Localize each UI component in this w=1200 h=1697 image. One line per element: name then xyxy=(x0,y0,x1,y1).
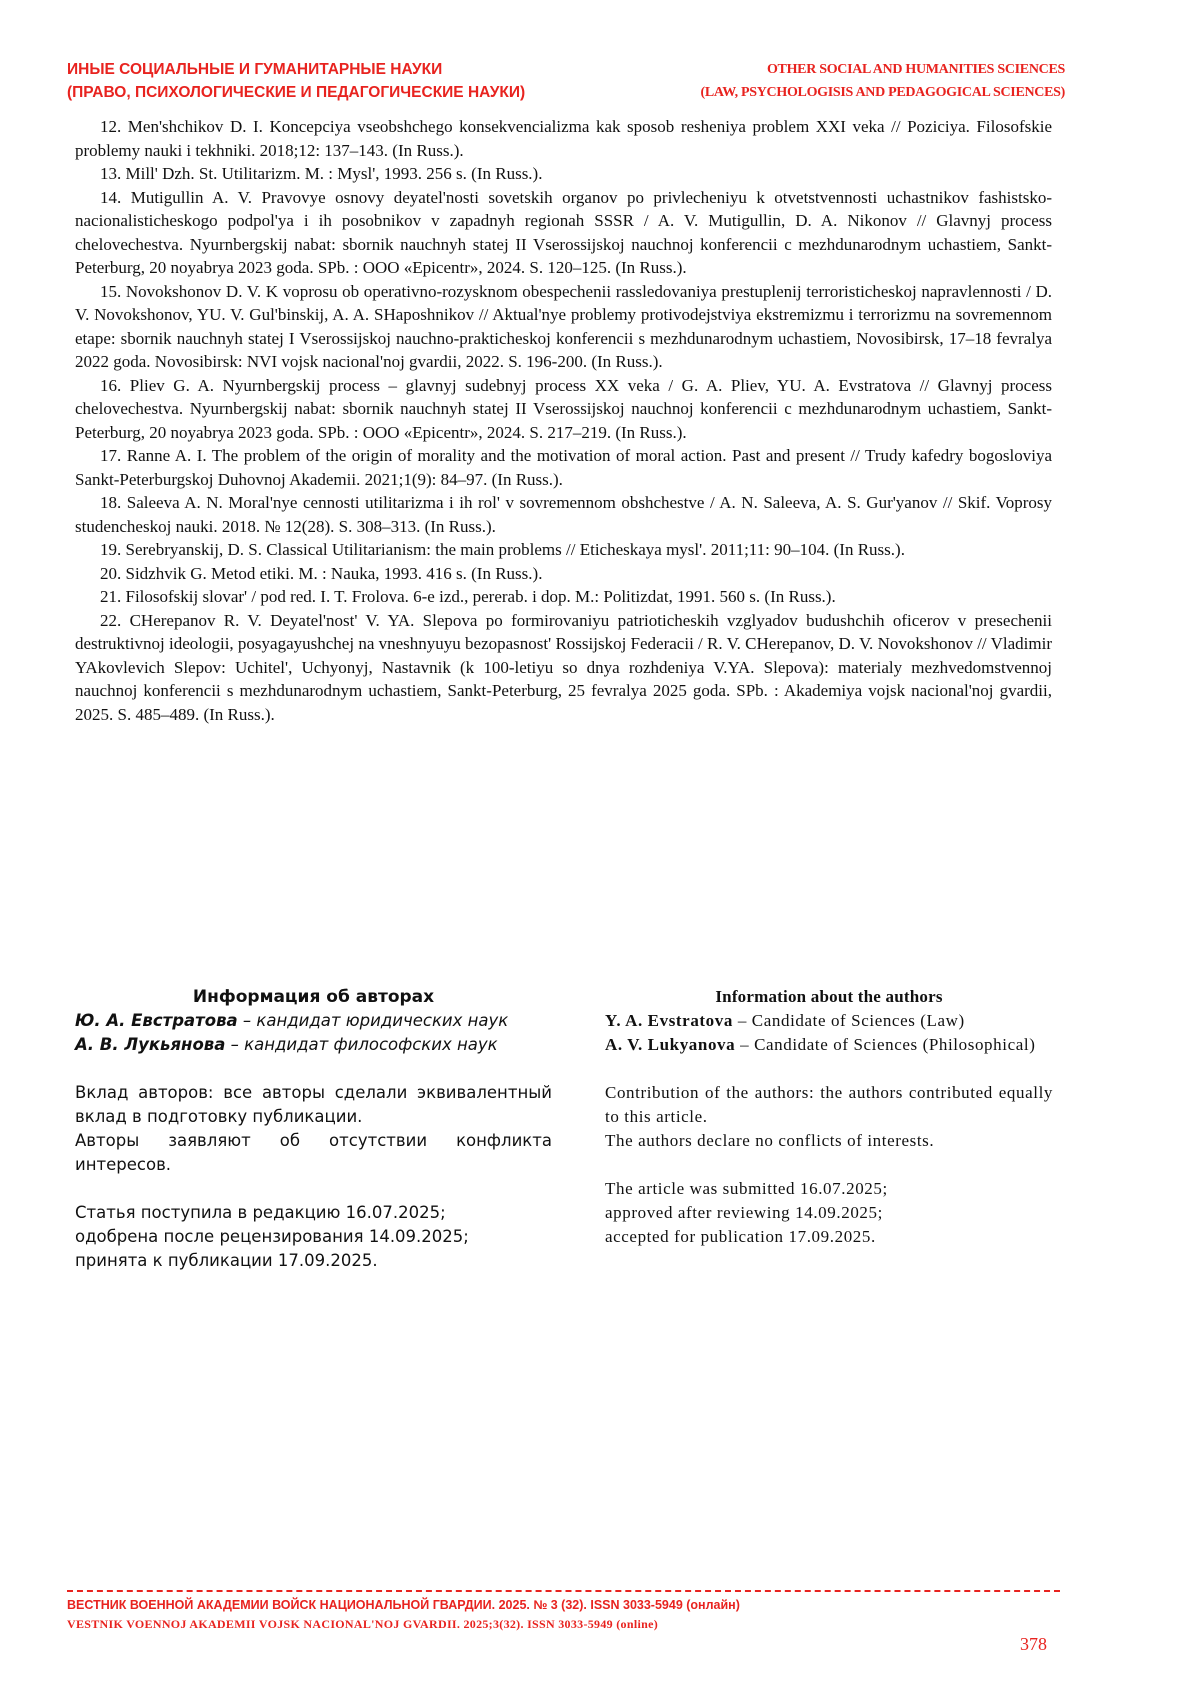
author1-en-role: – Candidate of Sciences (Law) xyxy=(732,1011,965,1030)
authors-info-en-title: Information about the authors xyxy=(715,987,943,1006)
author2-en xyxy=(605,1033,1053,1057)
author1-en-name: Y. A. Evstratova xyxy=(605,1011,733,1030)
author2-ru xyxy=(75,1033,552,1057)
header-ru-line1: ИНЫЕ СОЦИАЛЬНЫЕ И ГУМАНИТАРНЫЕ НАУКИ xyxy=(67,61,443,78)
author1-ru xyxy=(75,1009,552,1033)
journal-section-header-ru xyxy=(67,58,627,104)
reference-item: 14. Mutigullin A. V. Pravovye osnovy deyatel'nosti sovetskih organov po privlecheniyu k otvetstvennosti uchastnikov fashistsko-nacionalisticheskogo podpol'ya i ih posobnikov v zapadnyh regionah SSSR / A. V. Mutigullin, D. A. Nikonov // Glavnyj process chelovechestva. Nyurnbergskij nabat: sbornik nauchnyh statej II Vserossijskoj nauchnoj konferencii c mezhdunarodnym uchastiem, Sankt-Peterburg, 20 noyabrya 2023 goda. SPb. : OOO «Epicentr», 2024. S. 120–125. (In Russ.). xyxy=(75,187,1052,277)
reference-item: 13. Mill' Dzh. St. Utilitarizm. M. : Mysl', 1993. 256 s. (In Russ.). xyxy=(100,164,543,183)
reference-item: 16. Pliev G. A. Nyurnbergskij process – glavnyj sudebnyj process XX veka / G. A. Pliev, YU. A. Evstratova // Glavnyj process chelovechestva. Nyurnbergskij nabat: sbornik nauchnyh statej II Vserossijskoj nauchnoj konferencii c mezhdunarodnym uchastiem, Sankt-Peterburg, 20 noyabrya 2023 goda. SPb. : OOO «Epicentr», 2024. S. 217–219. (In Russ.). xyxy=(75,375,1052,442)
reference-item: 17. Ranne A. I. The problem of the origin of morality and the motivation of moral action. Past and present // Trudy kafedry bogosloviya Sankt-Peterburgskoj Duhovnoj Akademii. 2021;1(9): 84–97. (In Russ.). xyxy=(75,446,1052,489)
contribution-en: Contribution of the authors: the authors contributed equally to this article. xyxy=(605,1083,1053,1126)
journal-section-header-en xyxy=(545,58,1065,104)
header-ru-line2: (ПРАВО, ПСИХОЛОГИЧЕСКИЕ И ПЕДАГОГИЧЕСКИЕ НАУКИ) xyxy=(67,84,526,101)
conflicts-ru: Авторы заявляют об отсутствии конфликта интересов. xyxy=(75,1131,552,1174)
header-en-line1: OTHER SOCIAL AND HUMANITIES SCIENCES xyxy=(766,62,1065,77)
author1-ru-name: Ю. А. Евстратова xyxy=(75,1011,238,1030)
reference-item: 20. Sidzhvik G. Metod etiki. M. : Nauka, 1993. 416 s. (In Russ.). xyxy=(100,563,543,583)
authors-info-ru-title: Информация об авторах xyxy=(192,987,435,1007)
page-number: 378 xyxy=(1020,1634,1047,1654)
author1-en xyxy=(605,1009,1053,1033)
footer-journal-en: VESTNIK VOENNOJ AKADEMII VOJSK NACIONAL'NOJ GVARDII. 2025;3(32). ISSN 3033-5949 (online) xyxy=(67,1617,658,1631)
reference-item: 15. Novokshonov D. V. K voprosu ob operativno-rozysknom obespechenii rassledovaniya prestuplenij terroristicheskoj napravlennosti / D. V. Novokshonov, YU. V. Gul'binskij, A. A. SHaposhnikov // Aktual'nye problemy protivodejstviya ekstremizmu i terrorizmu na sovremennom etape: sbornik nauchnyh statej I Vserossijskoj nauchno-prakticheskoj konferencii s mezhdunarodnym uchastiem, Novosibirsk, 17–18 fevralya 2022 goda. Novosibirsk: NVI vojsk nacional'noj gvardii, 2022. S. 196-200. (In Russ.). xyxy=(75,281,1052,371)
author2-ru-role: – кандидат философских наук xyxy=(225,1035,498,1054)
author2-en-name: A. V. Lukyanova xyxy=(605,1035,736,1054)
contribution-ru: Вклад авторов: все авторы сделали эквивалентный вклад в подготовку публикации. xyxy=(75,1083,552,1126)
accepted-ru: принята к публикации 17.09.2025. xyxy=(75,1251,378,1270)
submitted-ru: Статья поступила в редакцию 16.07.2025; xyxy=(75,1203,446,1222)
reference-item: 18. Saleeva A. N. Moral'nye cennosti utilitarizma i ih rol' v sovremennom obshchestve / A. N. Saleeva, A. S. Gur'yanov // Skif. Voprosy studencheskoj nauki. 2018. № 12(28). S. 308–313. (In Russ.). xyxy=(75,493,1052,536)
footer-journal-ru: ВЕСТНИК ВОЕННОЙ АКАДЕМИИ ВОЙСК НАЦИОНАЛЬНОЙ ГВАРДИИ. 2025. № 3 (32). ISSN 3033-5949 (онлайн) xyxy=(67,1598,740,1612)
reference-item: 19. Serebryanskij, D. S. Classical Utilitarianism: the main problems // Eticheskaya mysl'. 2011;11: 90–104. (In Russ.). xyxy=(100,540,905,559)
submitted-en: The article was submitted 16.07.2025; xyxy=(605,1179,888,1198)
authors-info-en xyxy=(605,985,1053,1249)
authors-info-ru xyxy=(75,985,552,1273)
author2-en-role: – Candidate of Sciences (Philosophical) xyxy=(735,1035,1036,1054)
reference-item: 21. Filosofskij slovar' / pod red. I. T. Frolova. 6-e izd., pererab. i dop. M.: Politizdat, 1991. 560 s. (In Russ.). xyxy=(100,587,836,606)
header-en-line2: (LAW, PSYCHOLOGISIS AND PEDAGOGICAL SCIENCES) xyxy=(700,85,1065,100)
author1-ru-role: – кандидат юридических наук xyxy=(237,1011,509,1030)
reference-list xyxy=(75,115,1052,726)
footer-divider xyxy=(67,1590,1060,1592)
reference-item: 22. CHerepanov R. V. Deyatel'nost' V. YA. Slepova po formirovaniyu patrioticheskih vzglyadov budushchih oficerov v presechenii destruktivnoj ideologii, posyagayushchej na vneshnyuyu bezopasnost' Rossijskoj Federacii / R. V. CHerepanov, D. V. Novokshonov // Vladimir YAkovlevich Slepov: Uchitel', Uchyonyj, Nastavnik (k 100-letiyu so dnya rozhdeniya V.YA. Slepova): materialy mezhvedomstvennoj nauchnoj konferencii s mezhdunarodnym uchastiem, Sankt-Peterburg, 25 fevralya 2025 goda. SPb. : Akademiya vojsk nacional'noj gvardii, 2025. S. 485–489. (In Russ.). xyxy=(75,610,1052,724)
approved-en: approved after reviewing 14.09.2025; xyxy=(605,1203,883,1222)
conflicts-en: The authors declare no conflicts of interests. xyxy=(605,1131,935,1150)
approved-ru: одобрена после рецензирования 14.09.2025; xyxy=(75,1227,469,1246)
author2-ru-name: А. В. Лукьянова xyxy=(75,1035,226,1054)
reference-item: 12. Men'shchikov D. I. Koncepciya vseobshchego konsekvencializma kak sposob resheniya problem XXI veka // Poziciya. Filosofskie problemy nauki i tekhniki. 2018;12: 137–143. (In Russ.). xyxy=(75,117,1052,160)
accepted-en: accepted for publication 17.09.2025. xyxy=(605,1227,876,1246)
